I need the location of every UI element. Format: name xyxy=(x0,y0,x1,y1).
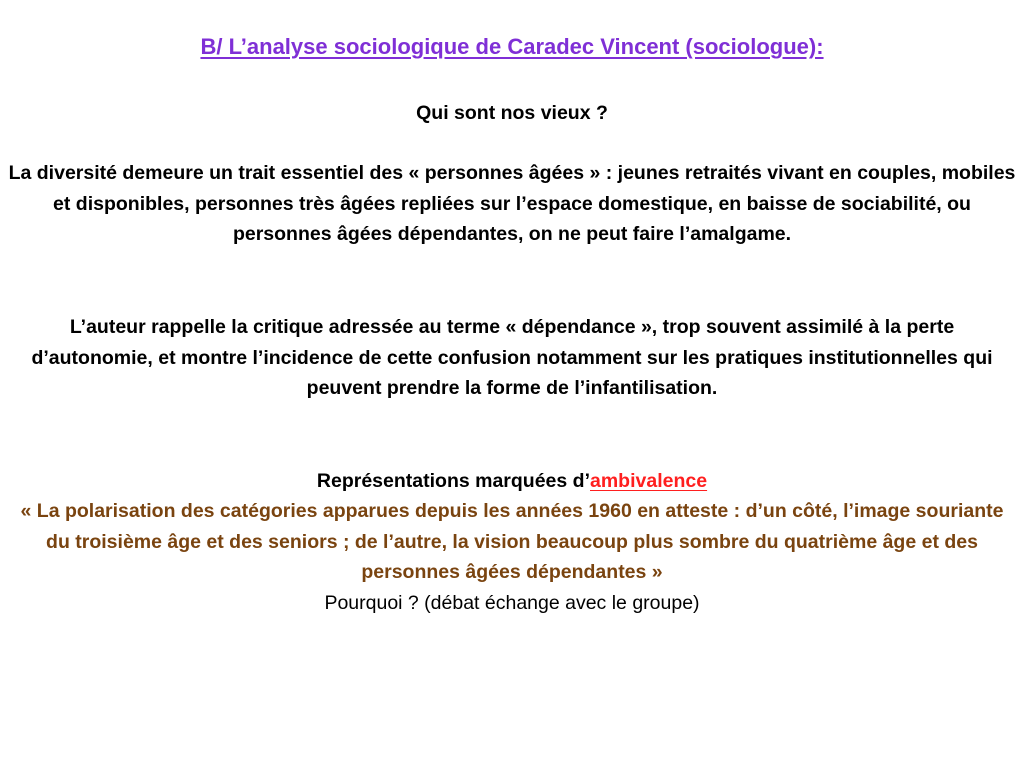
ambivalence-keyword: ambivalence xyxy=(590,470,708,492)
polarisation-quote: « La polarisation des catégories apparues depuis les années 1960 en atteste : d’un côté, l’image souriante du troisième âge et des seniors ; de l’autre, la vision beaucoup plus sombre du quatrième âge et des personnes âgées dépendantes » xyxy=(20,500,1004,583)
slide-subtitle: Qui sont nos vieux ? xyxy=(416,102,608,124)
slide-title: B/ L’analyse sociologique de Caradec Vincent (sociologue): xyxy=(200,34,824,59)
paragraph-diversity: La diversité demeure un trait essentiel des « personnes âgées » : jeunes retraités vivant en couples, mobiles et disponibles, personnes très âgées repliées sur l’espace domestique, en baisse de sociabilité, ou personnes âgées dépendantes, on ne peut faire l’amalgame. xyxy=(8,162,1016,245)
paragraph-dependance: L’auteur rappelle la critique adressée au terme « dépendance », trop souvent assimilé à la perte d’autonomie, et montre l’incidence de cette confusion notamment sur les pratiques institutionnelles qui peuvent prendre la forme de l’infantilisation. xyxy=(31,316,993,399)
representations-prefix: Représentations marquées d xyxy=(316,470,585,492)
representations-apostrophe: ’ xyxy=(584,470,590,492)
discussion-question: Pourquoi ? (débat échange avec le groupe) xyxy=(324,592,700,614)
representations-heading xyxy=(0,466,1024,496)
